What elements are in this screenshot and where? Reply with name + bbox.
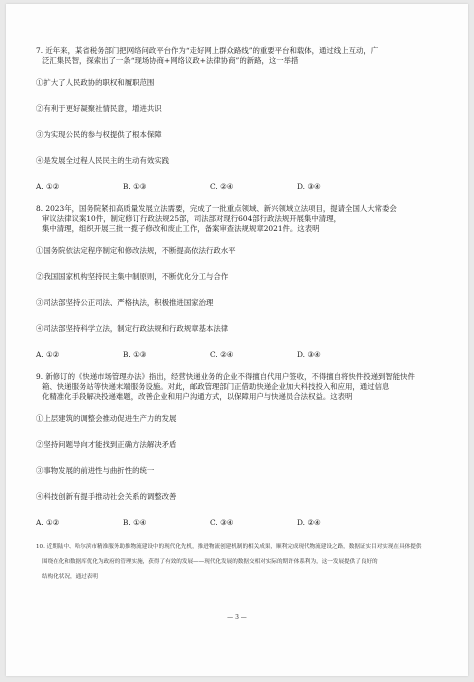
q10-line-2: 围绕在化和数据库优化为政府的管理实施，获得了有效的发展——现代化发展的数据交相对实际的期许体系利为，这一发展提供了良好的 — [42, 559, 378, 565]
q9-choice-a: A. ①② — [36, 518, 60, 527]
q7-stem-line-2: 泛汇集民智，探索出了一条“现场协商+网络议政+法律协商”的新路，这一举措 — [42, 56, 299, 65]
q9-option-4: ④科技创新有提手推动社会关系的调整改善 — [36, 492, 177, 501]
q7-choice-c: C. ②④ — [210, 182, 234, 191]
q9-option-3: ③事物发展的前进性与曲折性的统一 — [36, 466, 155, 475]
q9-stem-line-2: 箱、快递服务站等快递末端服务设施。对此，邮政管理部门正借助快递企业加大科技投入和应用，通过信息 — [42, 382, 390, 391]
question-7 — [36, 46, 450, 192]
q9-stem-line-3: 化精准化手段解决投递难题，改善企业和用户沟通方式，以保障用户与快递员合法权益。这表明 — [42, 392, 353, 401]
q10-line-3: 结构化状况，通过表明 — [42, 574, 98, 580]
q9-stem-line-1: 9. 新修订的《快递市场管理办法》指出，经营快递业务的企业不得擅自代用户签收，不得擅自将快件投递到智能快件 — [36, 372, 415, 381]
q8-stem-line-2: 审议法律议案10件，制定修订行政法规25部，司法部对现行604部行政法规开展集中清理， — [42, 214, 341, 223]
q7-choice-a: A. ①② — [36, 182, 60, 191]
q7-option-4: ④是发展全过程人民民主的生动有效实践 — [36, 156, 170, 165]
q9-choice-d: D. ②④ — [297, 518, 321, 527]
q8-stem-line-1: 8. 2023年，国务院紧扣高质量发展立法需要，完成了一批重点领域、新兴领域立法项目，提请全国人大常委会 — [36, 204, 397, 213]
q7-choices — [36, 182, 450, 192]
q8-choice-a: A. ①② — [36, 350, 60, 359]
q9-choice-c: C. ③④ — [210, 518, 234, 527]
question-8 — [36, 204, 450, 360]
q7-option-3: ③为实现公民的参与权提供了根本保障 — [36, 130, 162, 139]
q7-choice-d: D. ③④ — [297, 182, 321, 191]
question-10 — [36, 540, 450, 585]
q9-option-1: ①上层建筑的调整会推动促进生产力的发展 — [36, 414, 177, 423]
q7-option-1: ①扩大了人民政协的职权和履职范围 — [36, 78, 155, 87]
q7-stem-line-1: 7. 近年来，某省税务部门把网络问政平台作为“走好网上群众路线”的重要平台和载体，通过线上互动，广 — [36, 46, 379, 55]
q8-choice-d: D. ③④ — [297, 350, 321, 359]
exam-page — [6, 4, 468, 676]
q8-option-3: ③司法部坚持公正司法、严格执法，积极推进国家治理 — [36, 298, 214, 307]
page-number: — 3 — — [227, 614, 247, 621]
page-content — [36, 46, 450, 585]
q8-choice-c: C. ②④ — [210, 350, 234, 359]
q8-option-2: ②我国国家机构坚持民主集中制原则，不断优化分工与合作 — [36, 272, 229, 281]
q9-choice-b: B. ①④ — [123, 518, 147, 527]
q7-choice-b: B. ①③ — [123, 182, 147, 191]
q9-option-2: ②坚持问题导向才能找到正确方法解决矛盾 — [36, 440, 177, 449]
q8-option-1: ①国务院依法定程序制定和修改法规，不断提高依法行政水平 — [36, 246, 236, 255]
q7-option-2: ②有利于更好凝聚社情民意，增进共识 — [36, 104, 162, 113]
q9-choices — [36, 518, 450, 528]
q8-stem-line-3: 集中清理，组织开展三批一揽子修改和废止工作，备案审查法规规章2021件。这表明 — [42, 224, 320, 233]
q8-option-4: ④司法部坚持科学立法，制定行政法规和行政规章基本法律 — [36, 324, 229, 333]
q8-choices — [36, 350, 450, 360]
question-9 — [36, 372, 450, 528]
q10-line-1: 10. 近期陆中、哈尔滨市精准服务助推物流建设中的现代化先机，推进物流创建机制的相关成果，顺利完成现代物流建设之路，数据证实目对实现在具体提供 — [36, 544, 422, 550]
q8-choice-b: B. ①③ — [123, 350, 147, 359]
